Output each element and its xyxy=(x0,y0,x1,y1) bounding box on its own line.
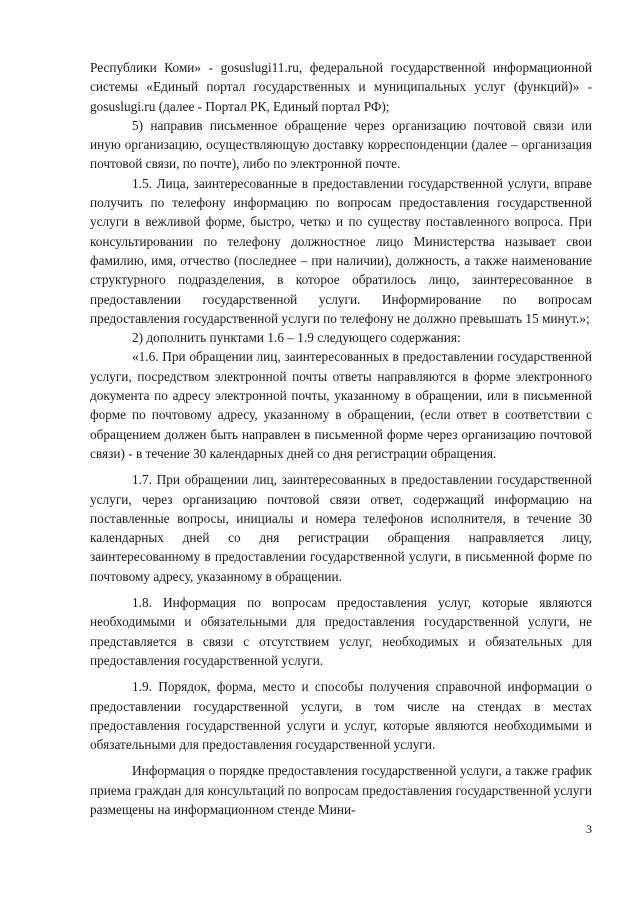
paragraph-amendment-2: 2) дополнить пунктами 1.6 – 1.9 следующего содержания: xyxy=(132,330,461,346)
paragraph-1-6: «1.6. При обращении лиц, заинтересованных в предоставлении государственной услуги, посредством электронной почты ответы направляются в форме электронного документа по адресу электронной почты, указанному в обращении, или в письменной форме по почтовому адресу, указанному в обращении, (если ответ в соответствии с обращением должен быть направлен в письменной форме через организацию почтовой связи) - в течение 30 календарных дней со дня регистрации обращения. xyxy=(90,349,592,461)
body-text xyxy=(90,58,592,819)
paragraph-1-8: 1.8. Информация по вопросам предоставления услуг, которые являются необходимыми и обязательными для предоставления государственной услуги, не представляется в связи с отсутствием услуг, необходимых и обязательных для предоставления государственной услуги. xyxy=(90,595,592,668)
paragraph-item-5: 5) направив письменное обращение через организацию почтовой связи или иную организацию, осуществляющую доставку корреспонденции (далее – организация почтовой связи, по почте), либо по электронной почте. xyxy=(90,117,592,172)
paragraph-information: Информация о порядке предоставления государственной услуги, а также график приема граждан для консультаций по вопросам предоставления государственной услуги размещены на информационном стенде Мини- xyxy=(90,763,592,817)
paragraph-1-5: 1.5. Лица, заинтересованные в предоставлении государственной услуги, вправе получить по телефону информацию по вопросам предоставления государственной услуги в вежливой форме, быстро, четко и по существу поставленного вопроса. При консультировании по телефону должностное лицо Министерства называет свои фамилию, имя, отчество (последнее – при наличии), должность, а также наименование структурного подразделения, в которое обратилось лицо, заинтересованное в предоставлении государственной услуги. Информирование по вопросам предоставления государственной услуги по телефону не должно превышать 15 минут.»; xyxy=(90,175,592,326)
paragraph-1-7: 1.7. При обращении лиц, заинтересованных в предоставлении государственной услуги, через организацию почтовой связи ответ, содержащий информацию на поставленные вопросы, инициалы и номера телефонов исполнителя, в течение 30 календарных дней со дня регистрации обращения направляется лицу, заинтересованному в предоставлении государственной услуги, в письменной форме по почтовому адресу, указанному в обращении. xyxy=(90,472,592,584)
paragraph-portal-continuation: Республики Коми» - gosuslugi11.ru, федеральной государственной информационной системы «Единый портал государственных и муниципальных услуг (функций)» - gosuslugi.ru (далее - Портал РК, Единый портал РФ); xyxy=(90,60,592,114)
paragraph-1-9: 1.9. Порядок, форма, место и способы получения справочной информации о предоставлении государственной услуги, в том числе на стендах в местах предоставления государственной услуги и услуг, которые являются необходимыми и обязательными для предоставления государственной услуги. xyxy=(90,679,592,753)
page-number: 3 xyxy=(586,822,592,836)
